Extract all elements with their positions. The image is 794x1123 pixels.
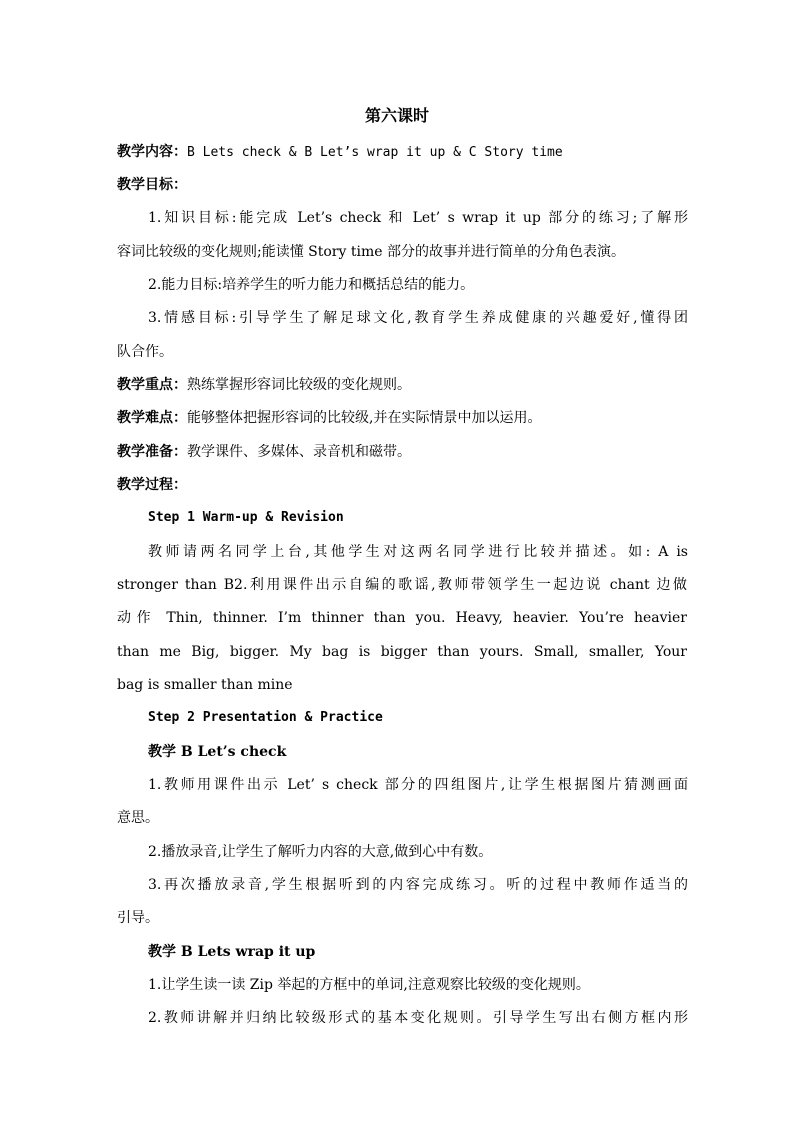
sub2-heading: 教学 B Lets wrap it up [148, 944, 316, 960]
step1-heading: Step 1 Warm-up & Revision [148, 510, 344, 525]
sub2-item-2-line-1: 2.教师讲解并归纳比较级形式的基本变化规则。引导学生写出右侧方框内形 [148, 1010, 688, 1026]
difficulty-text: 能够整体把握形容词的比较级,并在实际情景中加以运用。 [187, 410, 542, 426]
sub1-item-1-line-1: 1.教师用课件出示 Let’ s check 部分的四组图片,让学生根据图片猜测画面 [148, 777, 688, 793]
step1-line-1: 教师请两名同学上台,其他学生对这两名同学进行比较并描述。如: A is [148, 544, 688, 560]
content-text: B Lets check & B Let’s wrap it up & C Story time [187, 145, 563, 160]
preparation-line [117, 442, 687, 462]
objective-2: 2.能力目标:培养学生的听力能力和概括总结的能力。 [148, 277, 475, 293]
step1-line-2: stronger than B2.利用课件出示自编的歌谣,教师带领学生一起边说 chant 边做 [117, 577, 687, 593]
step2-heading: Step 2 Presentation & Practice [148, 710, 383, 725]
objective-3-line-1: 3.情感目标:引导学生了解足球文化,教育学生养成健康的兴趣爱好,懂得团 [148, 310, 688, 326]
page-title: 第六课时 [364, 106, 429, 125]
sub1-item-2: 2.播放录音,让学生了解听力内容的大意,做到心中有数。 [148, 844, 493, 860]
step1-line-5: bag is smaller than mine [117, 677, 293, 693]
step1-line-3: 动作 Thin, thinner. I’m thinner than you. Heavy, heavier. You’re heavier [117, 610, 687, 626]
difficulty-label: 教学难点： [117, 410, 187, 426]
key-point-label: 教学重点： [117, 377, 187, 393]
sub1-item-1-line-2: 意思。 [117, 810, 159, 826]
sub1-heading: 教学 B Let’s check [148, 744, 287, 760]
objective-1-line-2: 容词比较级的变化规则;能读懂 Story time 部分的故事并进行简单的分角色表演。 [117, 244, 625, 260]
objective-3-line-2: 队合作。 [117, 344, 173, 360]
objectives-label: 教学目标： [117, 177, 187, 193]
sub1-item-3-line-1: 3.再次播放录音,学生根据听到的内容完成练习。听的过程中教师作适当的 [148, 877, 688, 893]
step1-line-4: than me Big, bigger. My bag is bigger than yours. Small, smaller, Your [117, 644, 687, 660]
content-label: 教学内容： [117, 144, 187, 160]
key-point-text: 熟练掌握形容词比较级的变化规则。 [187, 377, 411, 393]
objective-1-line-1: 1.知识目标:能完成 Let’s check 和 Let’ s wrap it up 部分的练习;了解形 [148, 210, 688, 226]
difficulty-line [117, 408, 687, 428]
preparation-label: 教学准备： [117, 444, 187, 460]
content-line [117, 142, 687, 162]
sub1-item-3-line-2: 引导。 [117, 910, 159, 926]
sub2-item-1: 1.让学生读一读 Zip 举起的方框中的单词,注意观察比较级的变化规则。 [148, 977, 590, 993]
process-label: 教学过程： [117, 477, 187, 493]
key-point-line [117, 375, 687, 395]
preparation-text: 教学课件、多媒体、录音机和磁带。 [187, 444, 411, 460]
